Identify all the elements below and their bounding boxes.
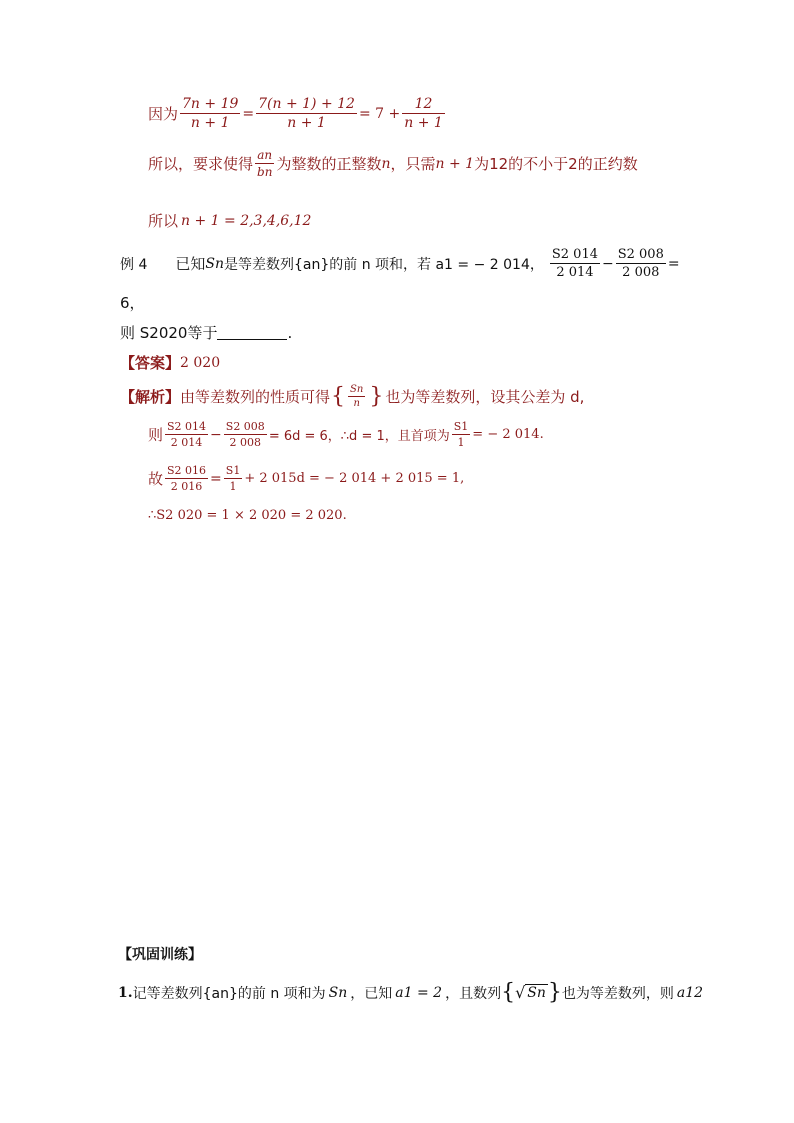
fraction-an-over-bn: $\frac{an}{bn}$ (257, 148, 273, 179)
problem-sn: Sn (328, 984, 348, 1001)
left-brace-icon: { (501, 980, 516, 1005)
fraction-s2008-b: $\frac{S2 008}{2 008}$ (225, 420, 265, 449)
fraction-s1-over-1-b: $\frac{S1}{1}$ (225, 464, 241, 493)
example-line3-a: 则 S2020等于 (120, 324, 218, 342)
fraction-s2014-b: $\frac{S2 014}{2 014}$ (167, 420, 207, 449)
line2-mid2: ，只需 (390, 155, 436, 173)
analysis-l1-b: 也为等差数列，设其公差为 d, (385, 388, 585, 406)
example-text-b: 是等差数列{an}的前 n 项和，若 a1 = − 2 014， (223, 256, 544, 273)
line2-var: n (381, 155, 391, 172)
fraction-s2014: $\frac{S2 014}{2 014}$ (551, 247, 598, 280)
example-minus: − (601, 255, 614, 272)
problem-a12: a12 (676, 984, 704, 1001)
analysis-l2-a: 则 (148, 426, 164, 444)
reasoning-line-2 (148, 148, 638, 179)
example-label: 例 4 (120, 256, 148, 273)
fraction-s2008: $\frac{S2 008}{2 008}$ (617, 247, 664, 280)
problem-1 (118, 980, 703, 1005)
analysis-label: 【解析】 (120, 388, 181, 406)
line1-eq1: = (242, 105, 255, 122)
analysis-l2-c: = − 2 014. (472, 427, 544, 442)
example-4-line-1 (120, 247, 680, 280)
example-4-line-3 (120, 322, 292, 343)
example-4-line-2: 6， (120, 294, 145, 312)
problem-text-d: 也为等差数列，则 (561, 985, 674, 1002)
line2-suffix: 为12的不小于2的正约数 (474, 155, 638, 173)
fraction-12-over-n1: $\frac{12}{n + 1}$ (404, 96, 443, 131)
analysis-l3-b: + 2 015d = − 2 014 + 2 015 = 1, (244, 471, 465, 486)
right-brace-icon: } (369, 384, 384, 409)
fraction-s2016: $\frac{S2 016}{2 016}$ (167, 464, 207, 493)
analysis-line-3 (148, 464, 464, 493)
analysis-line-4: ∴S2 020 = 1 × 2 020 = 2 020. (148, 508, 347, 523)
analysis-l3-a: 故 (148, 470, 164, 488)
analysis-line-1 (120, 384, 584, 409)
reasoning-line-3 (148, 210, 311, 231)
line2-mid: 为整数的正整数 (276, 155, 382, 173)
answer-blank (217, 325, 287, 340)
right-brace-icon: } (547, 980, 562, 1005)
line1-prefix: 因为 (148, 105, 179, 123)
example-text-a: 已知 (175, 255, 206, 273)
sqrt-sn: √ Sn (515, 983, 546, 1002)
problem-number: 1. (118, 984, 133, 1001)
analysis-l2-b: = 6d = 6，∴d = 1，且首项为 (268, 429, 450, 444)
line2-expr: n + 1 (435, 155, 475, 172)
problem-text-a: 记等差数列{an}的前 n 项和为 (132, 985, 326, 1002)
left-brace-icon: { (331, 384, 346, 409)
answer-label: 【答案】 (120, 354, 181, 372)
fraction-7n19-over-n1: $\frac{7n + 19}{n + 1}$ (182, 96, 239, 131)
section-heading: 【巩固训练】 (118, 947, 202, 963)
fraction-expanded: $\frac{7(n + 1) + 12}{n + 1}$ (258, 96, 355, 131)
fraction-sn-over-n: $\frac{Sn}{n}$ (350, 384, 364, 409)
answer-value: 2 020 (180, 354, 221, 371)
example-sn: Sn (205, 255, 224, 272)
analysis-l1-a: 由等差数列的性质可得 (180, 388, 331, 406)
example-eq: = (667, 255, 680, 272)
reasoning-line-1 (148, 96, 447, 131)
line3-text: 所以 (148, 212, 179, 230)
problem-text-b: ，已知 (350, 985, 393, 1002)
sqrt-icon: √ (515, 983, 526, 1002)
fraction-s1-over-1: $\frac{S1}{1}$ (453, 420, 469, 449)
problem-text-c: ，且数列 (445, 985, 502, 1002)
analysis-line-2 (148, 420, 544, 449)
example-line3-b: . (287, 323, 293, 342)
analysis-l2-minus: − (210, 426, 222, 443)
analysis-l3-eq: = (210, 470, 222, 487)
answer-line (120, 352, 220, 373)
line3-expr: n + 1 = 2,3,4,6,12 (181, 212, 312, 229)
line2-prefix: 所以，要求使得 (148, 155, 254, 173)
problem-a1: a1 = 2 (395, 984, 443, 1001)
line1-eq2: = 7 + (358, 105, 401, 122)
